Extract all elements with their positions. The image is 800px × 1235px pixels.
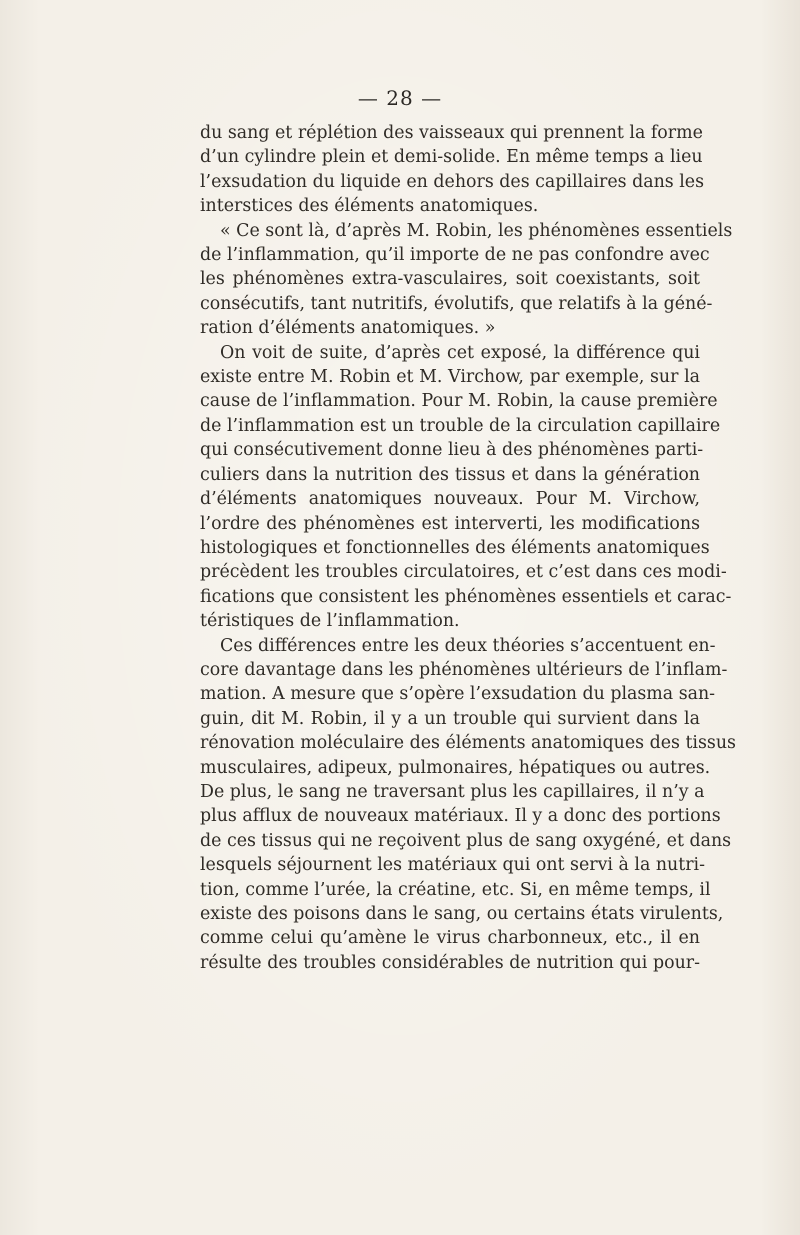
- text-line: tion, comme l’urée, la créatine, etc. Si, en même temps, il: [200, 879, 711, 900]
- text-line: précèdent les troubles circulatoires, et c’est dans ces modi-: [200, 562, 727, 583]
- text-line: comme celui qu’amène le virus charbonneux, etc., il en: [200, 928, 700, 949]
- text-line: les phénomènes extra-vasculaires, soit coexistants, soit: [200, 269, 700, 290]
- text-line: guin, dit M. Robin, il y a un trouble qui survient dans la: [200, 708, 700, 729]
- paragraph: [200, 121, 704, 219]
- text-line: fications que consistent les phénomènes essentiels et carac-: [200, 586, 732, 607]
- paragraph: [200, 634, 736, 976]
- text-line: existe des poisons dans le sang, ou certains états virulents,: [200, 904, 724, 924]
- text-line: d’éléments anatomiques nouveaux. Pour M. Virchow,: [200, 489, 700, 510]
- text-line: plus afflux de nouveaux matériaux. Il y a donc des portions: [200, 806, 721, 827]
- text-line: « Ce sont là, d’après M. Robin, les phénomènes essentiels: [220, 220, 733, 241]
- text-line: culiers dans la nutrition des tissus et dans la génération: [200, 464, 700, 485]
- text-line: l’ordre des phénomènes est interverti, les modifications: [200, 513, 700, 534]
- text-line: interstices des éléments anatomiques.: [200, 196, 539, 217]
- page-number: — 28 —: [357, 86, 443, 110]
- text-line: histologiques et fonctionnelles des éléments anatomiques: [200, 537, 710, 558]
- paragraph: [200, 219, 733, 341]
- text-line: ration d’éléments anatomiques. »: [200, 318, 496, 339]
- body-text: [200, 121, 736, 975]
- text-line: qui consécutivement donne lieu à des phénomènes parti-: [200, 440, 704, 461]
- text-line: résulte des troubles considérables de nutrition qui pour-: [200, 952, 700, 973]
- text-line: On voit de suite, d’après cet exposé, la différence qui: [220, 342, 700, 363]
- text-line: de l’inflammation, qu’il importe de ne pas confondre avec: [200, 245, 710, 266]
- text-line: musculaires, adipeux, pulmonaires, hépatiques ou autres.: [200, 757, 711, 778]
- text-line: existe entre M. Robin et M. Virchow, par exemple, sur la: [200, 367, 700, 388]
- text-line: De plus, le sang ne traversant plus les capillaires, il n’y a: [200, 781, 705, 802]
- paragraph: [200, 341, 732, 634]
- text-line: consécutifs, tant nutritifs, évolutifs, que relatifs à la géné-: [200, 293, 713, 314]
- text-line: mation. A mesure que s’opère l’exsudation du plasma san-: [200, 684, 716, 705]
- text-line: Ces différences entre les deux théories s’accentuent en-: [220, 635, 716, 656]
- text-line: du sang et réplétion des vaisseaux qui prennent la forme: [200, 123, 703, 143]
- text-line: rénovation moléculaire des éléments anatomiques des tissus: [200, 733, 736, 754]
- text-line: de ces tissus qui ne reçoivent plus de sang oxygéné, et dans: [200, 830, 732, 851]
- text-line: cause de l’inflammation. Pour M. Robin, la cause première: [200, 391, 718, 412]
- text-line: de l’inflammation est un trouble de la circulation capillaire: [200, 415, 721, 436]
- text-line: lesquels séjournent les matériaux qui ont servi à la nutri-: [200, 855, 705, 876]
- text-line: téristiques de l’inflammation.: [200, 611, 460, 632]
- text-line: d’un cylindre plein et demi-solide. En même temps a lieu: [200, 147, 703, 168]
- text-line: l’exsudation du liquide en dehors des capillaires dans les: [200, 171, 704, 192]
- text-line: core davantage dans les phénomènes ultérieurs de l’inflam-: [200, 659, 728, 680]
